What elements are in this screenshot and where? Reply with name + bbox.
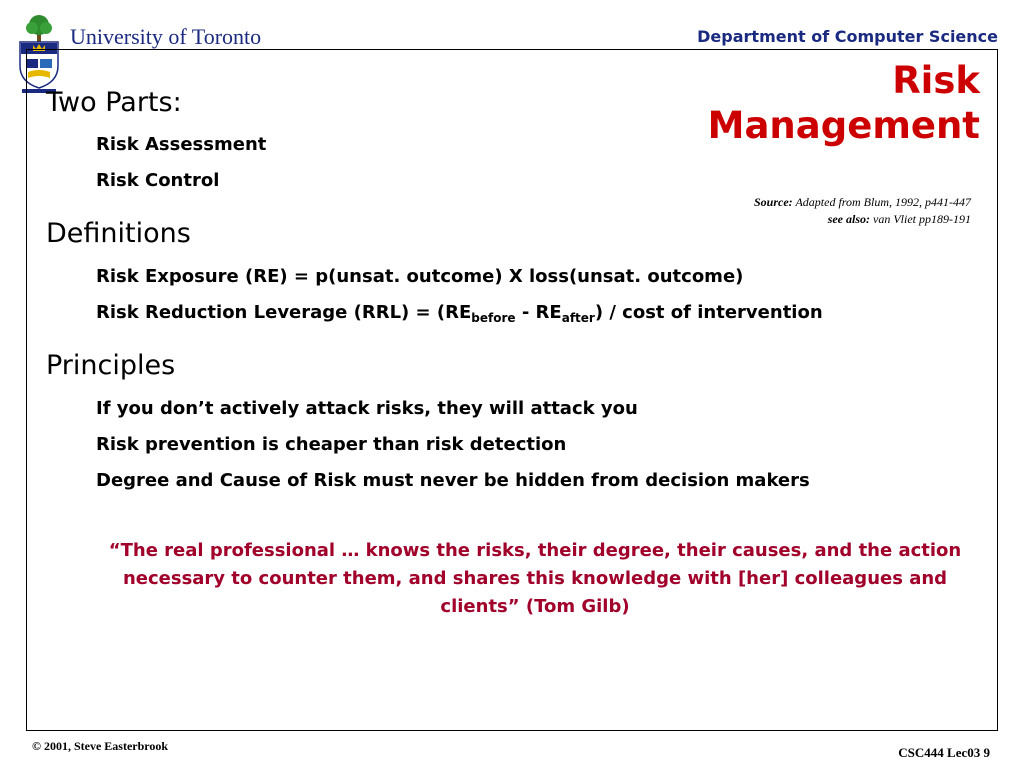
- definition-risk-reduction-leverage: [96, 302, 823, 325]
- source-label: Source:: [753, 195, 793, 209]
- source-text: Adapted from Blum, 1992, p441-447: [795, 195, 971, 209]
- see-also-label: see also:: [827, 212, 871, 226]
- definition-risk-exposure: Risk Exposure (RE) = p(unsat. outcome) X loss(unsat. outcome): [96, 266, 744, 287]
- rrl-sub-after: after: [561, 311, 595, 325]
- slide-title-line2: Management: [707, 104, 980, 147]
- footer-course: CSC444 Lec03 9: [898, 745, 990, 760]
- heading-two-parts: Two Parts:: [46, 87, 182, 118]
- gilb-quote: “The real professional … knows the risks, their degree, their causes, and the action necessary to counter them, and shares this knowledge with [her] colleagues and clients” (Tom Gilb): [108, 540, 962, 617]
- item-risk-control: Risk Control: [96, 170, 220, 191]
- slide-title: [708, 58, 980, 148]
- heading-definitions: Definitions: [46, 218, 191, 249]
- rrl-mid: - RE: [515, 302, 562, 323]
- principle-attack-risks: If you don’t actively attack risks, they will attack you: [96, 398, 638, 419]
- item-risk-assessment: Risk Assessment: [96, 134, 267, 155]
- rrl-sub-before: before: [471, 311, 516, 325]
- principle-prevention-cheaper: Risk prevention is cheaper than risk detection: [96, 434, 567, 455]
- rrl-suffix: ) / cost of intervention: [594, 302, 823, 323]
- see-also-text: van Vliet pp189-191: [873, 212, 971, 226]
- source-citation: [754, 194, 971, 228]
- heading-principles: Principles: [46, 350, 176, 381]
- university-name: University of Toronto: [70, 24, 262, 49]
- footer-copyright: © 2001, Steve Easterbrook: [32, 739, 169, 753]
- rrl-prefix: Risk Reduction Leverage (RRL) = (RE: [96, 302, 472, 323]
- principle-never-hidden: Degree and Cause of Risk must never be hidden from decision makers: [96, 470, 810, 491]
- slide-title-line1: Risk: [892, 59, 980, 102]
- department-name: Department of Computer Science: [697, 27, 998, 46]
